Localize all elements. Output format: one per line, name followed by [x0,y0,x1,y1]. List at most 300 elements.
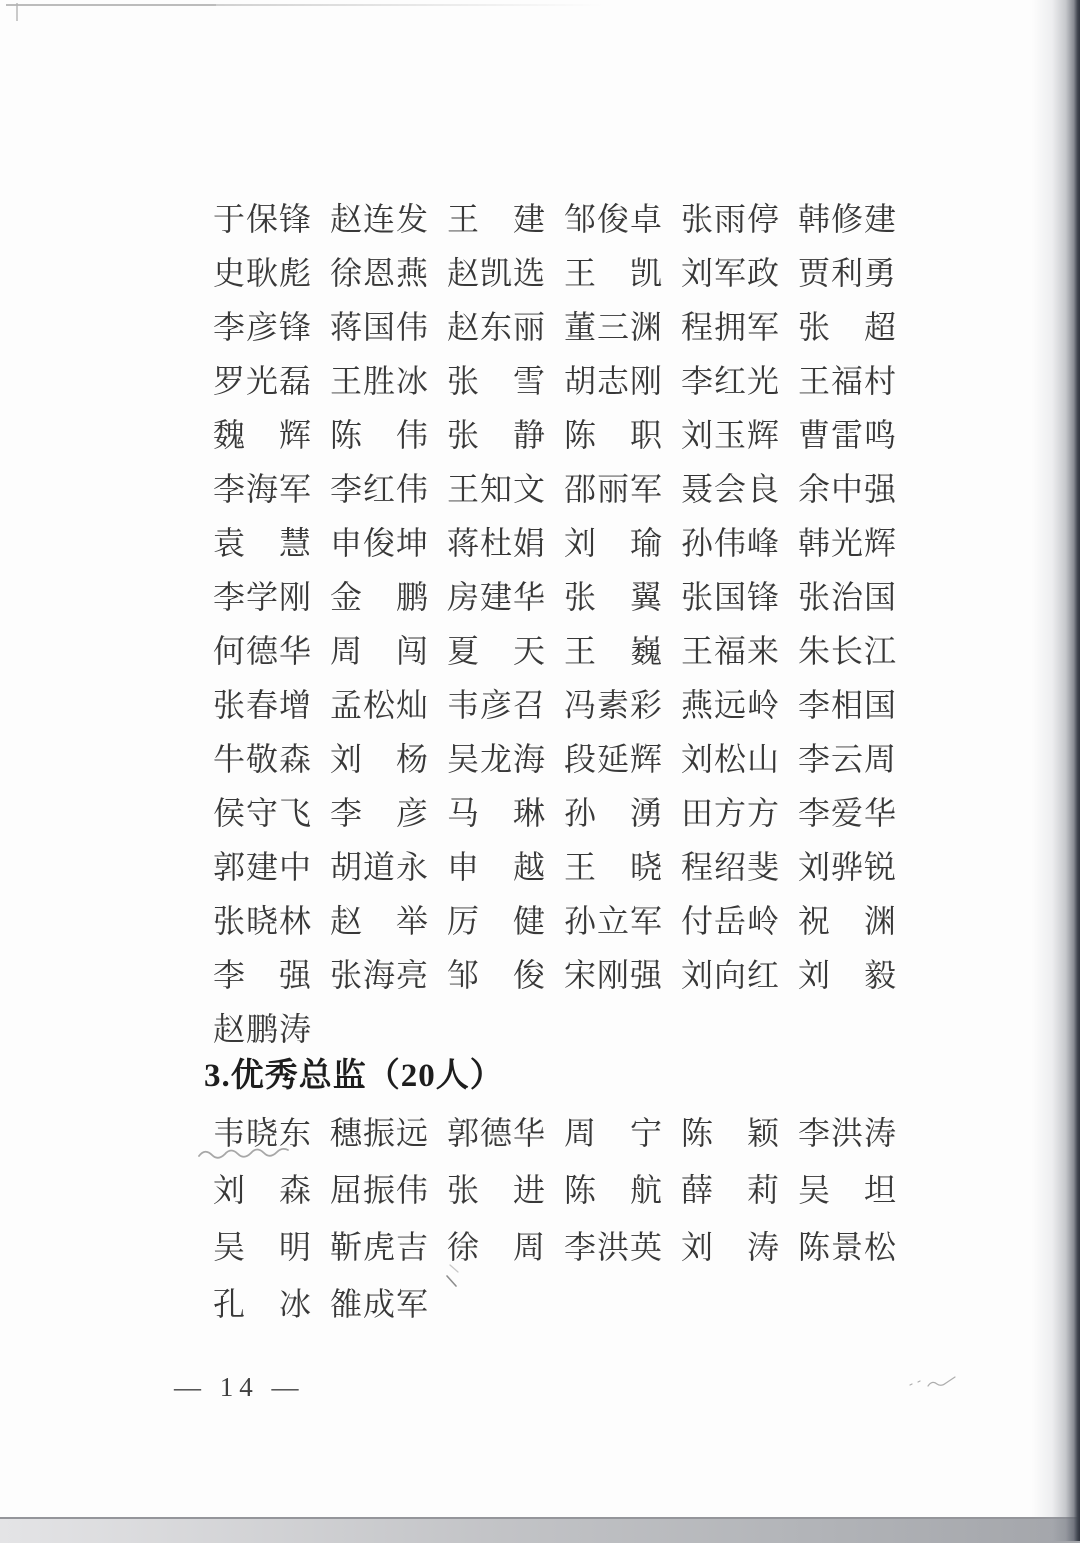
name-char: 利 [830,255,863,291]
name-row [213,797,896,829]
name-char: 王 [447,201,480,237]
name-char: 郭 [213,849,246,885]
name-char: 立 [596,903,629,939]
name-char: 云 [830,741,863,777]
name-char: 丽 [596,471,629,507]
name-char: 建 [479,579,512,615]
name-char: 森 [278,741,311,777]
person-name [564,743,662,775]
person-name [447,257,545,289]
name-char: 翼 [629,579,662,615]
name-char: 成 [362,1286,395,1322]
name-char: 袁 [213,525,246,561]
name-row [213,635,896,667]
name-char: 文 [512,471,545,507]
name-char: 冯 [564,687,597,723]
name-char: 国 [863,687,896,723]
name-char: 连 [362,201,395,237]
person-name [564,419,662,451]
name-row [213,1174,896,1206]
person-name [681,473,779,505]
name-char: 岭 [746,903,779,939]
name-char: 长 [830,633,863,669]
name-char: 守 [245,795,278,831]
name-char: 涛 [863,1115,896,1151]
name-row [213,851,896,883]
name-char: 瑜 [629,525,662,561]
name-char: 举 [395,903,428,939]
person-name [798,905,896,937]
name-char: 燕 [395,255,428,291]
name-char: 厉 [447,903,480,939]
name-char: 刘 [681,1229,714,1265]
name-char: 琳 [512,795,545,831]
name-char: 延 [596,741,629,777]
name-char: 会 [713,471,746,507]
name-char: 增 [278,687,311,723]
name-char: 德 [479,1115,512,1151]
name-char: 韦 [213,1115,246,1151]
name-row [213,473,896,505]
name-char: 吴 [213,1229,246,1265]
name-char: 彪 [278,255,311,291]
name-char: 孙 [564,795,597,831]
name-row [213,1117,896,1149]
name-char: 光 [746,363,779,399]
name-char: 山 [746,741,779,777]
name-row [213,257,896,289]
name-char: 振 [362,1172,395,1208]
name-char: 娟 [512,525,545,561]
name-char: 凯 [479,255,512,291]
name-char: 朱 [798,633,831,669]
person-name [330,419,428,451]
person-name [798,203,896,235]
person-name [213,581,311,613]
name-char: 强 [278,957,311,993]
name-char: 东 [278,1115,311,1151]
person-name [681,851,779,883]
name-char: 灿 [395,687,428,723]
name-char: 刘 [681,417,714,453]
name-char: 道 [362,849,395,885]
person-name [330,635,428,667]
person-name [213,473,311,505]
person-name [447,365,545,397]
person-name [213,635,311,667]
person-name [681,365,779,397]
person-name [447,959,545,991]
person-name [447,203,545,235]
name-char: 刚 [629,363,662,399]
name-char: 恩 [362,255,395,291]
person-name [447,527,545,559]
person-name [330,959,428,991]
name-char: 军 [278,471,311,507]
person-name [681,1174,779,1206]
name-char: 勇 [863,255,896,291]
name-char: 靳 [330,1229,363,1265]
scan-artifact-tick [16,3,18,21]
name-char: 鹏 [245,1011,278,1047]
person-name [564,581,662,613]
name-char: 选 [512,255,545,291]
name-char: 敬 [245,741,278,777]
name-char: 李 [330,471,363,507]
handwritten-tick-mark [444,1274,460,1290]
person-name [330,689,428,721]
person-name [447,851,545,883]
name-char: 良 [746,471,779,507]
name-char: 天 [512,633,545,669]
name-char: 彦 [395,795,428,831]
name-char: 刘 [213,1172,246,1208]
name-char: 刘 [681,957,714,993]
name-char: 松 [863,1229,896,1265]
person-name [213,365,311,397]
name-char: 李 [798,795,831,831]
name-char: 爱 [830,795,863,831]
name-char: 锐 [863,849,896,885]
name-row [213,527,896,559]
person-name [564,851,662,883]
name-char: 刚 [596,957,629,993]
name-char: 静 [512,417,545,453]
person-name [447,689,545,721]
name-char: 段 [564,741,597,777]
person-name [798,257,896,289]
name-row [213,743,896,775]
name-char: 湧 [629,795,662,831]
name-char: 王 [564,633,597,669]
name-char: 磊 [278,363,311,399]
name-char: 越 [512,849,545,885]
name-char: 龙 [479,741,512,777]
name-char: 彦 [245,309,278,345]
name-char: 赵 [213,1011,246,1047]
name-char: 李 [213,957,246,993]
scan-artifact-line-fade [214,4,604,6]
name-char: 张 [798,579,831,615]
person-name [447,1231,545,1263]
name-char: 祝 [798,903,831,939]
name-char: 晓 [245,903,278,939]
name-char: 程 [681,309,714,345]
name-char: 涛 [278,1011,311,1047]
name-char: 俊 [512,957,545,993]
name-row [213,1231,896,1263]
person-name [330,311,428,343]
name-char: 吴 [798,1172,831,1208]
name-char: 聂 [681,471,714,507]
name-char: 俊 [596,201,629,237]
name-char: 远 [713,687,746,723]
person-name [681,257,779,289]
name-char: 周 [512,1229,545,1265]
name-char: 胡 [564,363,597,399]
person-name [798,851,896,883]
name-char: 冰 [278,1286,311,1322]
person-name [798,473,896,505]
name-char: 李 [681,363,714,399]
name-char: 岳 [713,903,746,939]
name-char: 卓 [629,201,662,237]
name-char: 赵 [447,255,480,291]
person-name [213,1117,311,1149]
name-char: 魏 [213,417,246,453]
name-char: 薛 [681,1172,714,1208]
person-name [330,473,428,505]
name-char: 张 [447,363,480,399]
name-row [213,959,896,991]
name-row [213,581,896,613]
name-char: 进 [512,1172,545,1208]
person-name [681,635,779,667]
person-name [447,419,545,451]
name-char: 董 [564,309,597,345]
person-name [681,905,779,937]
name-char: 赵 [447,309,480,345]
person-name [564,527,662,559]
name-char: 辉 [863,525,896,561]
page-number: — 14 — [174,1372,305,1402]
name-char: 赵 [330,201,363,237]
person-name [798,581,896,613]
person-name [330,1288,428,1320]
name-char: 治 [830,579,863,615]
person-name [447,797,545,829]
name-char: 李 [798,741,831,777]
name-char: 停 [746,201,779,237]
name-char: 吴 [447,741,480,777]
section-heading: 3.优秀总监（20人） [204,1058,504,1094]
name-char: 曹 [798,417,831,453]
name-char: 斐 [746,849,779,885]
person-name [564,959,662,991]
name-char: 付 [681,903,714,939]
name-char: 海 [512,741,545,777]
name-char: 军 [395,1286,428,1322]
person-name [798,419,896,451]
name-char: 程 [681,849,714,885]
name-char: 刘 [681,255,714,291]
person-name [330,743,428,775]
person-name [330,797,428,829]
name-char: 彦 [479,687,512,723]
name-char: 李 [330,795,363,831]
name-char: 亮 [395,957,428,993]
name-char: 超 [863,309,896,345]
name-char: 强 [863,471,896,507]
name-char: 松 [362,687,395,723]
name-char: 航 [629,1172,662,1208]
person-name [213,1013,311,1045]
name-char: 华 [278,633,311,669]
name-char: 王 [564,255,597,291]
person-name [681,311,779,343]
name-char: 刘 [681,741,714,777]
name-char: 张 [447,1172,480,1208]
name-char: 郭 [447,1115,480,1151]
person-name [213,419,311,451]
person-name [798,527,896,559]
name-char: 政 [746,255,779,291]
person-name [681,797,779,829]
person-name [330,527,428,559]
name-char: 余 [798,471,831,507]
person-name [447,473,545,505]
name-char: 于 [213,201,246,237]
name-char: 雪 [512,363,545,399]
name-char: 辉 [746,417,779,453]
person-name [681,743,779,775]
name-char: 锋 [278,201,311,237]
name-char: 松 [713,741,746,777]
person-name [330,257,428,289]
person-name [798,1231,896,1263]
name-char: 张 [447,417,480,453]
name-char: 福 [713,633,746,669]
name-char: 王 [330,363,363,399]
name-char: 韩 [798,201,831,237]
name-char: 明 [278,1229,311,1265]
name-char: 屈 [330,1172,363,1208]
name-char: 伟 [395,1172,428,1208]
name-char: 三 [596,309,629,345]
name-char: 岭 [746,687,779,723]
name-char: 红 [713,363,746,399]
name-char: 周 [863,741,896,777]
name-char: 闯 [395,633,428,669]
name-char: 刘 [798,957,831,993]
name-char: 峰 [746,525,779,561]
person-name [564,203,662,235]
name-char: 保 [245,201,278,237]
scan-bottom-edge-shadow [0,1517,1080,1543]
name-char: 申 [330,525,363,561]
name-char: 锋 [746,579,779,615]
person-name [213,311,311,343]
name-char: 杨 [395,741,428,777]
person-name [681,1231,779,1263]
name-char: 建 [863,201,896,237]
name-char: 海 [245,471,278,507]
name-char: 胜 [362,363,395,399]
name-char: 军 [629,471,662,507]
name-char: 周 [564,1115,597,1151]
name-char: 宁 [629,1115,662,1151]
name-char: 孔 [213,1286,246,1322]
name-char: 伟 [713,525,746,561]
person-name [447,311,545,343]
name-char: 华 [863,795,896,831]
name-char: 冰 [395,363,428,399]
name-char: 李 [798,687,831,723]
name-char: 房 [447,579,480,615]
name-char: 春 [245,687,278,723]
person-name [564,635,662,667]
name-char: 张 [213,903,246,939]
name-char: 邵 [564,471,597,507]
person-name [447,581,545,613]
name-char: 伟 [395,309,428,345]
name-char: 光 [830,525,863,561]
person-name [330,1174,428,1206]
name-roster-section3 [213,1117,896,1345]
person-name [564,1231,662,1263]
name-char: 鹏 [395,579,428,615]
name-char: 建 [245,849,278,885]
name-char: 锋 [278,309,311,345]
name-char: 俊 [362,525,395,561]
name-row [213,1288,896,1320]
name-char: 鸣 [863,417,896,453]
name-char: 洪 [830,1115,863,1151]
name-char: 绍 [713,849,746,885]
name-char: 贾 [798,255,831,291]
name-char: 王 [681,633,714,669]
person-name [798,311,896,343]
name-char: 孙 [681,525,714,561]
name-char: 景 [830,1229,863,1265]
name-char: 吉 [395,1229,428,1265]
person-name [681,203,779,235]
name-char: 东 [479,309,512,345]
person-name [330,581,428,613]
name-char: 胡 [330,849,363,885]
name-char: 史 [213,255,246,291]
name-char: 蒋 [330,309,363,345]
name-char: 村 [863,363,896,399]
person-name [330,851,428,883]
name-char: 罗 [213,363,246,399]
name-char: 强 [629,957,662,993]
name-char: 江 [863,633,896,669]
name-char: 李 [798,1115,831,1151]
person-name [447,635,545,667]
person-name [798,1174,896,1206]
name-char: 健 [512,903,545,939]
name-char: 刘 [798,849,831,885]
name-char: 福 [830,363,863,399]
name-char: 申 [447,849,480,885]
name-char: 中 [830,471,863,507]
name-char: 发 [395,201,428,237]
name-char: 坤 [395,525,428,561]
name-char: 丽 [512,309,545,345]
name-char: 陈 [798,1229,831,1265]
person-name [213,257,311,289]
name-char: 永 [395,849,428,885]
name-char: 洪 [596,1229,629,1265]
name-char: 周 [330,633,363,669]
person-name [213,797,311,829]
name-char: 涛 [746,1229,779,1265]
name-row [213,905,896,937]
name-char: 陈 [564,417,597,453]
scan-artifact-line [6,4,216,6]
person-name [798,689,896,721]
person-name [564,1174,662,1206]
name-char: 陈 [330,417,363,453]
name-char: 知 [479,471,512,507]
name-char: 张 [213,687,246,723]
person-name [564,311,662,343]
name-char: 职 [629,417,662,453]
name-char: 坦 [863,1172,896,1208]
name-char: 颖 [746,1115,779,1151]
name-char: 雨 [713,201,746,237]
